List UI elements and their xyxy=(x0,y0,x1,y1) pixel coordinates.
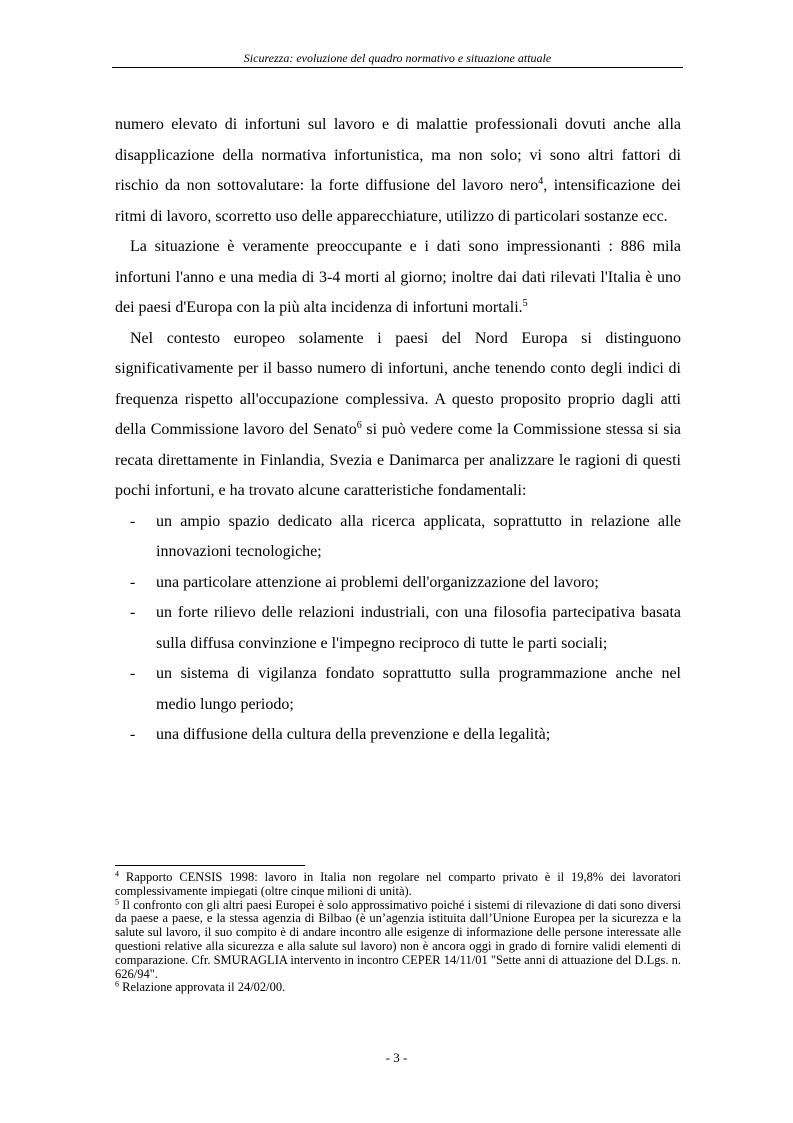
header-rule xyxy=(112,67,683,68)
paragraph-1-text-b: , intensificazione dei ritmi di lavoro, scorretto uso delle apparecchiature, utilizzo di particolari sostanze ecc. xyxy=(115,177,682,225)
list-item-text: una particolare attenzione ai problemi dell'organizzazione del lavoro; xyxy=(156,573,599,591)
bullet-dash: - xyxy=(130,604,136,621)
running-header: Sicurezza: evoluzione del quadro normativo e situazione attuale xyxy=(243,51,552,65)
paragraph-3 xyxy=(115,324,681,507)
paragraph-2-text: La situazione è veramente preoccupante e i dati sono impressionanti : 886 mila infortuni l'anno e una media di 3-4 morti al giorno; inoltre dai dati rilevati l'Italia è uno dei paesi d'Europa con la più alta incidenza di infortuni mortali. xyxy=(115,238,681,316)
list-item-text: un ampio spazio dedicato alla ricerca applicata, soprattutto in relazione alle innovazioni tecnologiche; xyxy=(156,512,681,560)
footnote-ref-6[interactable]: 6 xyxy=(356,420,362,431)
list-item xyxy=(115,568,681,599)
footnote-ref-5[interactable]: 5 xyxy=(522,298,528,309)
list-item xyxy=(115,598,681,659)
list-item-text: una diffusione della cultura della prevenzione e della legalità; xyxy=(156,726,551,743)
list-item xyxy=(115,507,681,568)
footnote-number: 5 xyxy=(115,897,119,907)
list-item-text: un sistema di vigilanza fondato soprattutto sulla programmazione anche nel medio lungo periodo; xyxy=(156,665,681,713)
bullet-dash: - xyxy=(130,512,136,530)
list-item-text: un forte rilievo delle relazioni industriali, con una filosofia partecipativa basata sulla diffusa convinzione e l'impegno reciproco di tutte le parti sociali; xyxy=(156,604,681,652)
paragraph-3-text-a: Nel contesto europeo solamente i paesi del Nord Europa si distinguono significativamente per il basso numero di infortuni, anche tenendo conto degli indici di frequenza rispetto all'occupazione complessiva. A questo proposito proprio dagli atti della Commissione lavoro del Senato xyxy=(115,329,681,438)
characteristics-list xyxy=(115,507,681,751)
footnote-text: Rapporto CENSIS 1998: lavoro in Italia non regolare nel comparto privato è il 19,8% dei lavoratori complessivamente impiegati (oltre cinque milioni di unità). xyxy=(115,870,681,898)
paragraph-1-text-a: numero elevato di infortuni sul lavoro e di malattie professionali dovuti anche alla disapplicazione della normativa infortunistica, ma non solo; vi sono altri fattori di rischio da non sottovalutare: la forte diffusione del lavoro nero xyxy=(115,116,681,194)
paragraph-1 xyxy=(115,110,681,232)
body-text xyxy=(115,110,681,751)
page-number: - 3 - xyxy=(385,1050,408,1065)
bullet-dash: - xyxy=(130,665,136,682)
footnote-rule xyxy=(115,865,305,866)
paragraph-2 xyxy=(115,232,681,324)
footnote-text: Il confronto con gli altri paesi Europei è solo approssimativo poiché i sistemi di rilevazione di dati sono diversi da paese a paese, e la stessa agenzia di Bilbao (è un’agenzia istituita dall’Unione Europea per la sicurezza e la salute sul lavoro, il suo compito è di andare incontro alle esigenze di informazione delle persone interessate alle questioni relative alla sicurezza e alla salute sul lavoro) non è ancora oggi in grado di fornire validi elementi di comparazione. Cfr. SMURAGLIA intervento in incontro CEPER 14/11/01 "Sette anni di attuazione del D.Lgs. n. 626/94". xyxy=(115,897,682,981)
footnote-number: 6 xyxy=(115,979,119,989)
footnote-5 xyxy=(115,899,681,982)
bullet-dash: - xyxy=(130,726,136,743)
footnotes xyxy=(115,871,681,995)
footnote-text: Relazione approvata il 24/02/00. xyxy=(119,980,286,995)
footnote-number: 4 xyxy=(115,869,119,879)
list-item xyxy=(115,659,681,720)
footnote-6 xyxy=(115,981,681,995)
bullet-dash: - xyxy=(130,573,136,591)
footnote-4 xyxy=(115,871,681,899)
footnote-ref-4[interactable]: 4 xyxy=(538,176,544,187)
list-item xyxy=(115,720,681,751)
paragraph-3-text-b: si può vedere come la Commissione stessa si sia recata direttamente in Finlandia, Svezia e Danimarca per analizzare le ragioni di questi pochi infortuni, e ha trovato alcune caratteristiche fondamentali: xyxy=(115,421,681,499)
